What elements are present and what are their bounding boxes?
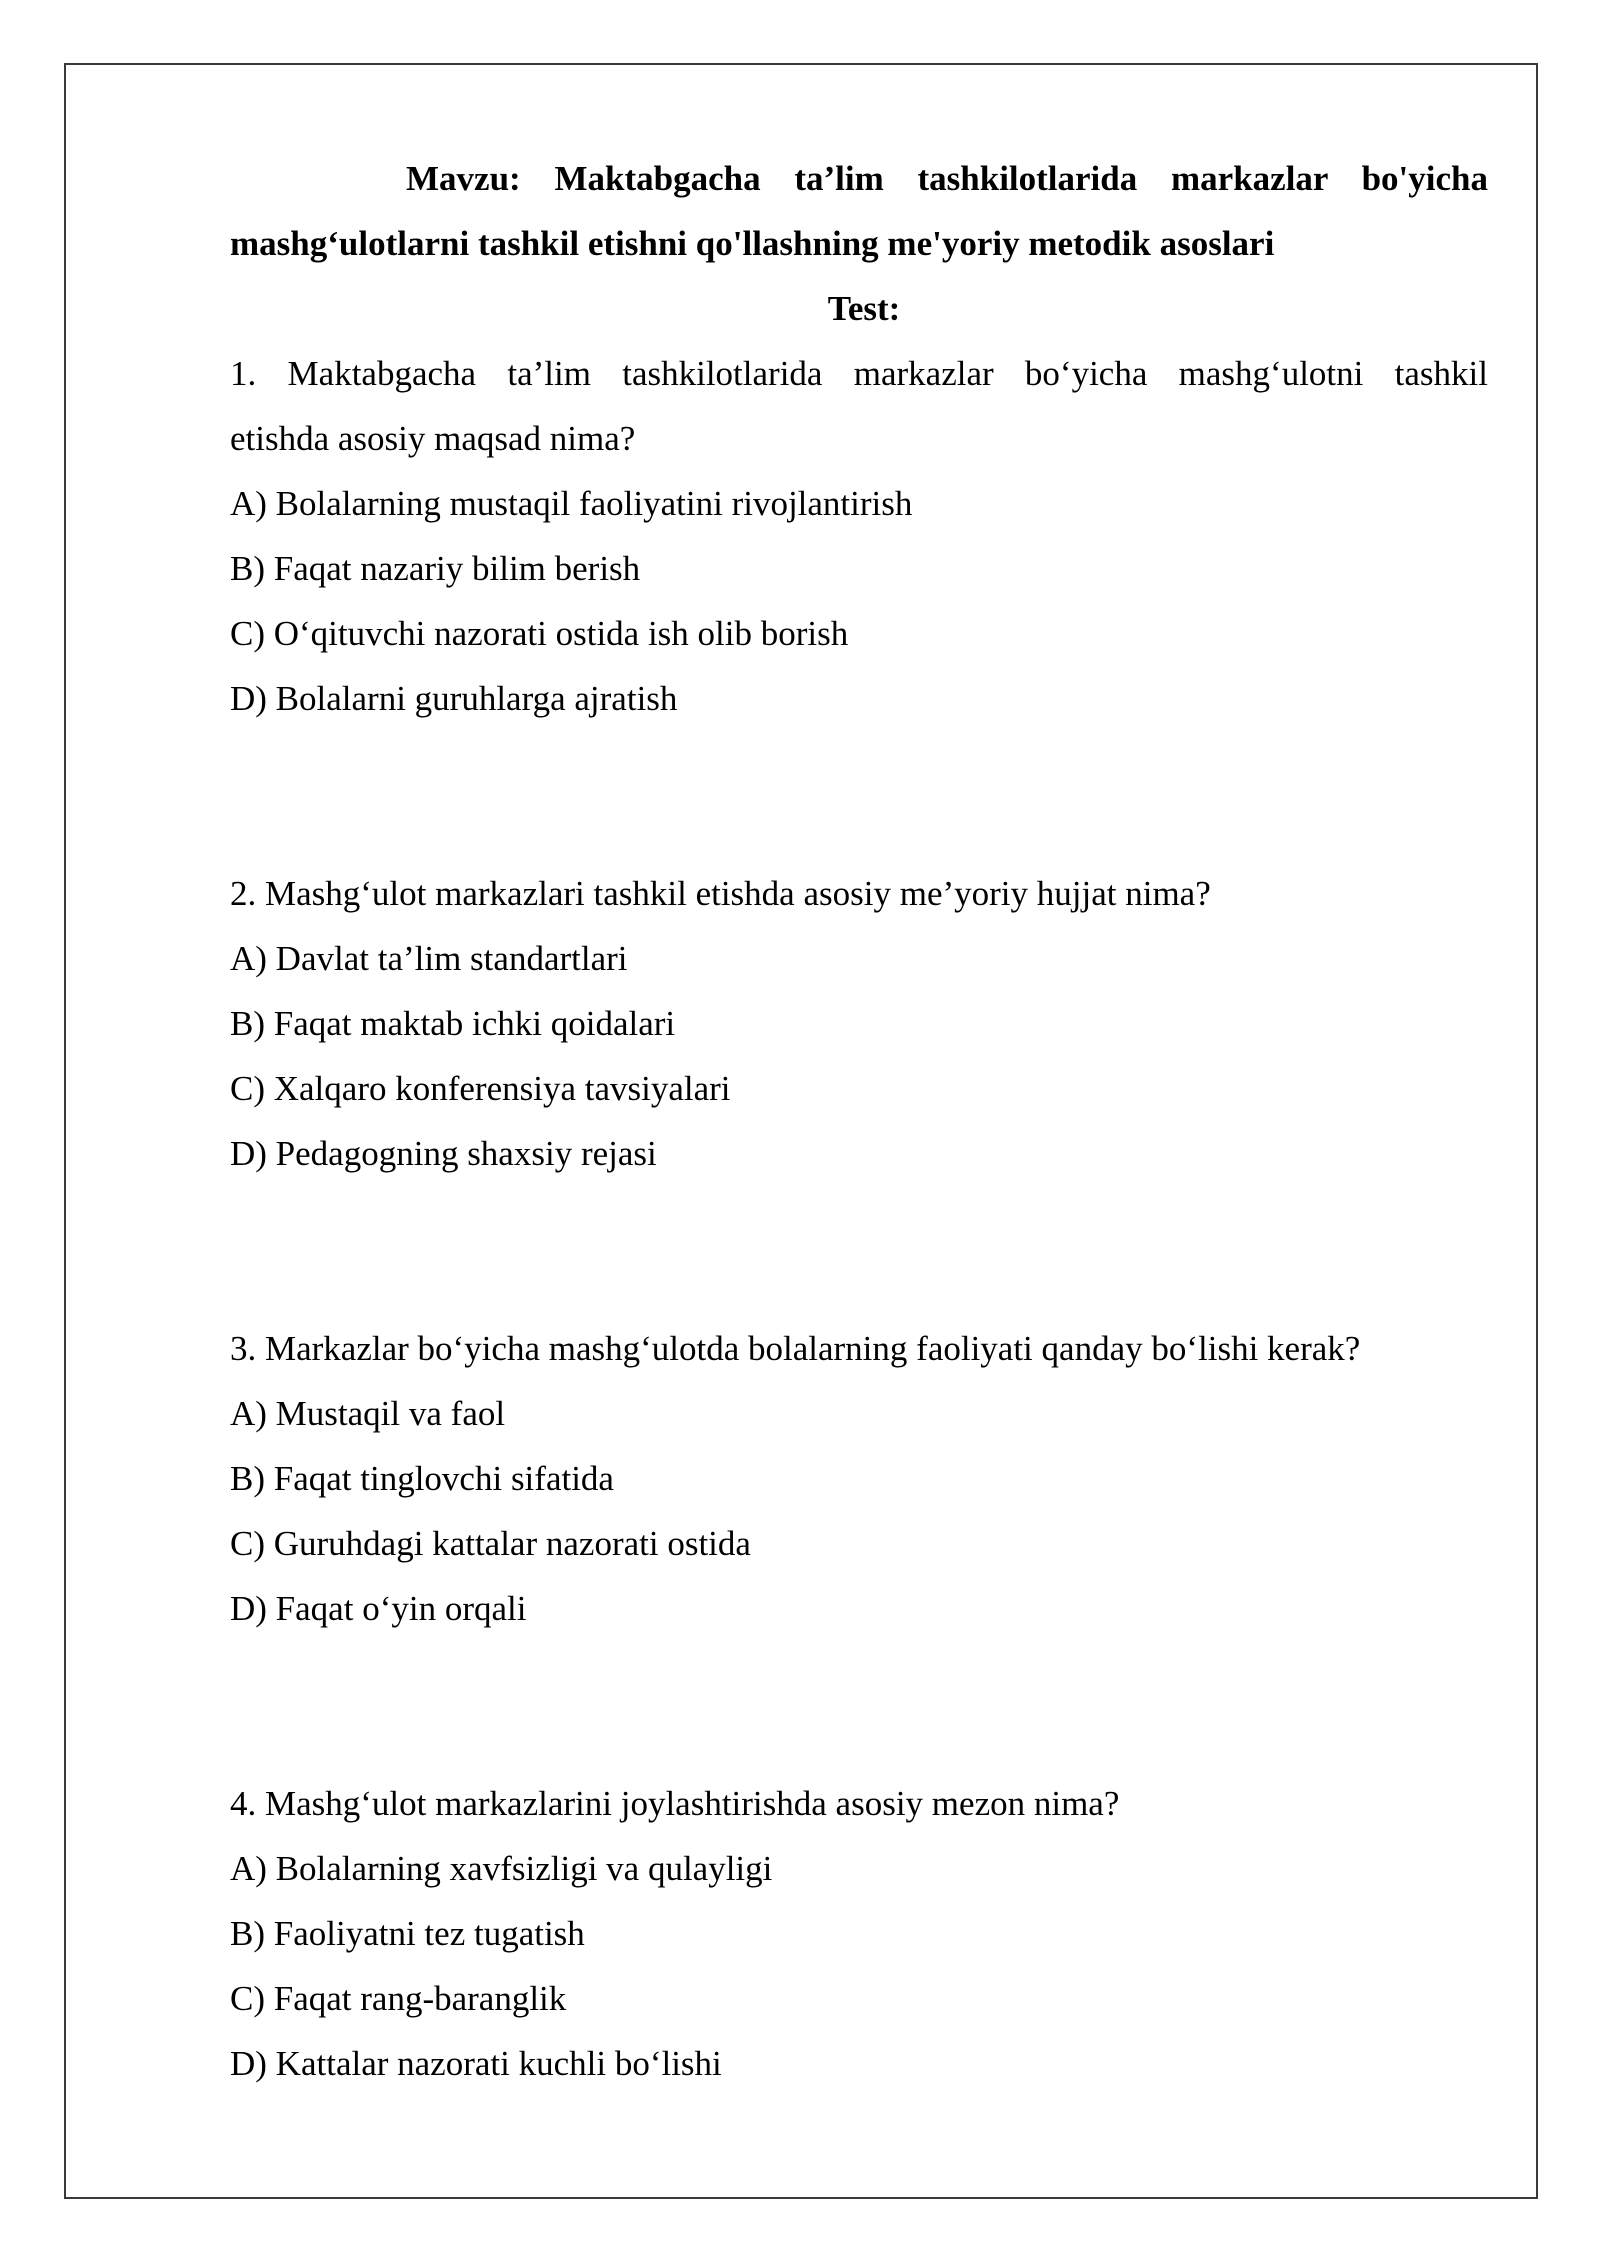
option-c: C) Faqat rang-baranglik bbox=[230, 1979, 567, 2018]
question-text: 1. Maktabgacha ta’lim tashkilotlarida markazlar bo‘yicha mashg‘ulotni tashkil bbox=[230, 354, 1488, 393]
title-line-1: Mavzu: Maktabgacha ta’lim tashkilotlarida markazlar bo'yicha bbox=[406, 159, 1488, 198]
option-d: D) Bolalarni guruhlarga ajratish bbox=[230, 679, 678, 718]
test-label: Test: bbox=[827, 289, 901, 328]
question-3 bbox=[230, 1316, 1488, 1641]
question-4 bbox=[230, 1771, 1488, 2096]
option-a: A) Bolalarning mustaqil faoliyatini rivojlantirish bbox=[230, 484, 913, 523]
option-c: C) Guruhdagi kattalar nazorati ostida bbox=[230, 1524, 751, 1563]
title-line-2: mashg‘ulotlarni tashkil etishni qo'llashning me'yoriy metodik asoslari bbox=[230, 224, 1275, 263]
option-c: C) O‘qituvchi nazorati ostida ish olib borish bbox=[230, 614, 849, 653]
option-b: B) Faqat maktab ichki qoidalari bbox=[230, 1004, 676, 1043]
option-d: D) Faqat o‘yin orqali bbox=[230, 1589, 527, 1628]
question-2 bbox=[230, 861, 1488, 1186]
option-a: A) Davlat ta’lim standartlari bbox=[230, 939, 628, 978]
option-b: B) Faqat tinglovchi sifatida bbox=[230, 1459, 614, 1498]
document-body bbox=[230, 146, 1488, 2096]
question-text-continued: etishda asosiy maqsad nima? bbox=[230, 419, 636, 458]
question-text: 4. Mashg‘ulot markazlarini joylashtirishda asosiy mezon nima? bbox=[230, 1784, 1120, 1823]
option-d: D) Kattalar nazorati kuchli bo‘lishi bbox=[230, 2044, 722, 2083]
option-b: B) Faqat nazariy bilim berish bbox=[230, 549, 641, 588]
option-c: C) Xalqaro konferensiya tavsiyalari bbox=[230, 1069, 731, 1108]
spacer bbox=[230, 1641, 1488, 1771]
option-a: A) Mustaqil va faol bbox=[230, 1394, 506, 1433]
question-text: 2. Mashg‘ulot markazlari tashkil etishda asosiy me’yoriy hujjat nima? bbox=[230, 874, 1211, 913]
option-a: A) Bolalarning xavfsizligi va qulayligi bbox=[230, 1849, 773, 1888]
spacer bbox=[230, 1186, 1488, 1316]
option-b: B) Faoliyatni tez tugatish bbox=[230, 1914, 585, 1953]
question-1 bbox=[230, 341, 1488, 731]
spacer bbox=[230, 731, 1488, 861]
question-text: 3. Markazlar bo‘yicha mashg‘ulotda bolalarning faoliyati qanday bo‘lishi kerak? bbox=[230, 1329, 1361, 1368]
option-d: D) Pedagogning shaxsiy rejasi bbox=[230, 1134, 657, 1173]
